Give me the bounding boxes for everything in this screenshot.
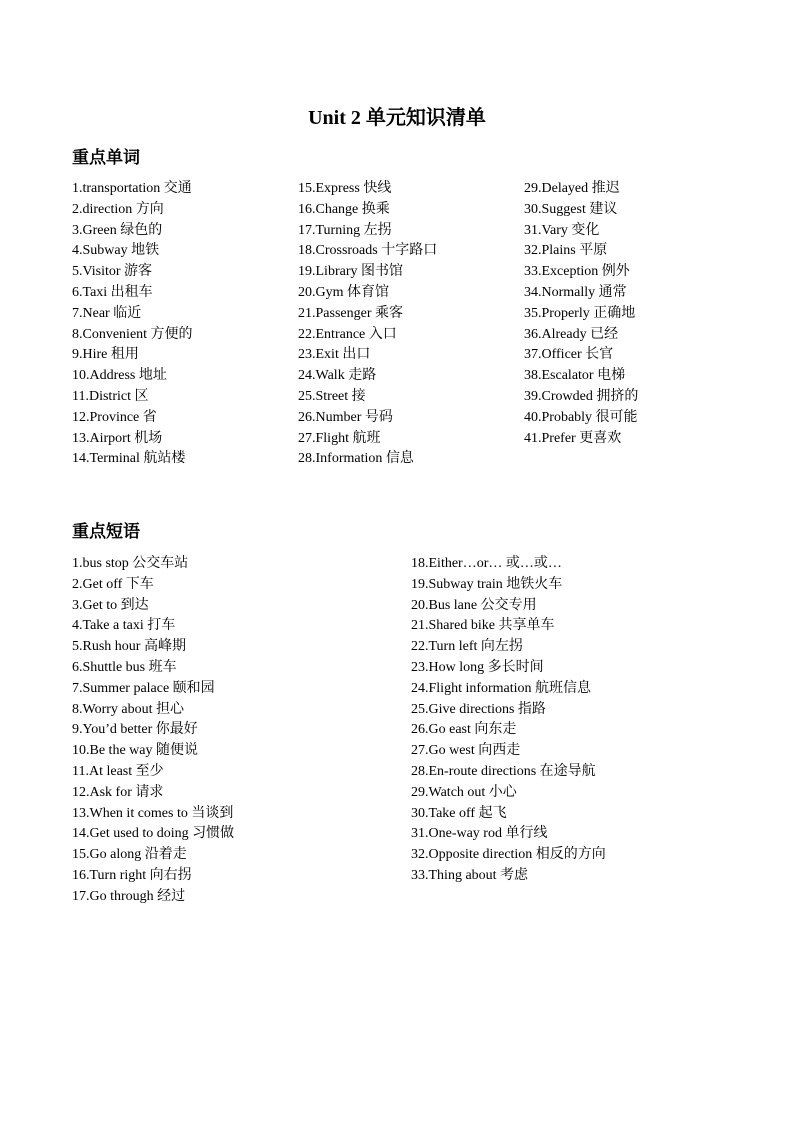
vocabulary-entry: 14.Terminal 航站楼 bbox=[72, 451, 186, 467]
phrase-entry: 6.Shuttle bus 班车 bbox=[72, 659, 177, 675]
phrase-entry: 20.Bus lane 公交专用 bbox=[411, 597, 537, 613]
phrase-entry: 19.Subway train 地铁火车 bbox=[411, 576, 563, 592]
phrase-entry: 25.Give directions 指路 bbox=[411, 701, 546, 717]
phrase-entry: 16.Turn right 向右拐 bbox=[72, 867, 192, 883]
phrase-entry: 8.Worry about 担心 bbox=[72, 701, 185, 717]
vocabulary-entry: 24.Walk 走路 bbox=[298, 368, 377, 384]
vocabulary-entry: 35.Properly 正确地 bbox=[524, 305, 636, 321]
vocabulary-entry: 2.direction 方向 bbox=[72, 201, 164, 217]
vocabulary-entry: 33.Exception 例外 bbox=[524, 264, 630, 280]
vocabulary-entry: 38.Escalator 电梯 bbox=[524, 368, 626, 384]
phrase-entry: 21.Shared bike 共享单车 bbox=[411, 618, 555, 634]
vocabulary-entry: 26.Number 号码 bbox=[298, 409, 393, 425]
phrase-entry: 9.You’d better 你最好 bbox=[72, 722, 198, 738]
phrase-entry: 4.Take a taxi 打车 bbox=[72, 618, 176, 634]
vocabulary-entry: 37.Officer 长官 bbox=[524, 347, 614, 363]
vocabulary-entry: 7.Near 临近 bbox=[72, 305, 142, 321]
vocabulary-entry: 13.Airport 机场 bbox=[72, 430, 163, 446]
phrases-column-1 bbox=[72, 554, 234, 908]
phrase-entry: 15.Go along 沿着走 bbox=[72, 847, 187, 863]
vocabulary-entry: 17.Turning 左拐 bbox=[298, 222, 392, 238]
phrase-entry: 3.Get to 到达 bbox=[72, 597, 149, 613]
vocabulary-entry: 20.Gym 体育馆 bbox=[298, 284, 389, 300]
phrase-entry: 12.Ask for 请求 bbox=[72, 784, 164, 800]
vocabulary-column-1 bbox=[72, 179, 193, 470]
phrase-entry: 5.Rush hour 高峰期 bbox=[72, 639, 186, 655]
phrase-entry: 1.bus stop 公交车站 bbox=[72, 556, 189, 571]
vocabulary-entry: 1.transportation 交通 bbox=[72, 181, 192, 196]
phrase-entry: 23.How long 多长时间 bbox=[411, 659, 544, 675]
phrases-heading: 重点短语 bbox=[72, 522, 140, 541]
phrase-entry: 32.Opposite direction 相反的方向 bbox=[411, 847, 606, 863]
vocabulary-column-3 bbox=[524, 179, 638, 449]
vocabulary-list bbox=[72, 179, 712, 479]
vocabulary-entry: 34.Normally 通常 bbox=[524, 284, 627, 300]
vocabulary-entry: 15.Express 快线 bbox=[298, 181, 392, 196]
vocabulary-entry: 23.Exit 出口 bbox=[298, 347, 371, 363]
vocabulary-entry: 36.Already 已经 bbox=[524, 326, 619, 342]
phrase-entry: 2.Get off 下车 bbox=[72, 576, 154, 592]
vocabulary-entry: 8.Convenient 方便的 bbox=[72, 326, 193, 342]
vocabulary-entry: 11.District 区 bbox=[72, 388, 149, 404]
vocabulary-entry: 18.Crossroads 十字路口 bbox=[298, 243, 438, 259]
vocabulary-entry: 4.Subway 地铁 bbox=[72, 243, 160, 259]
phrase-entry: 27.Go west 向西走 bbox=[411, 743, 521, 759]
vocabulary-entry: 3.Green 绿色的 bbox=[72, 222, 163, 238]
phrase-entry: 33.Thing about 考虑 bbox=[411, 867, 529, 883]
phrases-column-2 bbox=[411, 554, 606, 887]
vocabulary-entry: 10.Address 地址 bbox=[72, 368, 167, 384]
phrase-entry: 14.Get used to doing 习惯做 bbox=[72, 826, 235, 842]
vocabulary-entry: 31.Vary 变化 bbox=[524, 222, 600, 238]
phrase-entry: 13.When it comes to 当谈到 bbox=[72, 805, 234, 821]
phrase-entry: 10.Be the way 随便说 bbox=[72, 743, 198, 759]
vocabulary-entry: 6.Taxi 出租车 bbox=[72, 284, 153, 300]
phrase-entry: 17.Go through 经过 bbox=[72, 888, 186, 904]
vocabulary-column-2 bbox=[298, 179, 437, 470]
vocabulary-entry: 21.Passenger 乘客 bbox=[298, 305, 403, 321]
phrase-entry: 11.At least 至少 bbox=[72, 763, 164, 779]
vocabulary-entry: 41.Prefer 更喜欢 bbox=[524, 430, 622, 446]
vocabulary-entry: 29.Delayed 推迟 bbox=[524, 181, 620, 196]
vocabulary-heading: 重点单词 bbox=[72, 148, 140, 167]
phrase-entry: 18.Either…or… 或…或… bbox=[411, 556, 562, 571]
phrases-list bbox=[72, 554, 712, 914]
phrase-entry: 29.Watch out 小心 bbox=[411, 784, 517, 800]
phrase-entry: 30.Take off 起飞 bbox=[411, 805, 507, 821]
vocabulary-entry: 28.Information 信息 bbox=[298, 451, 414, 467]
vocabulary-entry: 27.Flight 航班 bbox=[298, 430, 381, 446]
phrase-entry: 7.Summer palace 颐和园 bbox=[72, 680, 215, 696]
phrase-entry: 22.Turn left 向左拐 bbox=[411, 639, 523, 655]
vocabulary-entry: 22.Entrance 入口 bbox=[298, 326, 397, 342]
vocabulary-entry: 39.Crowded 拥挤的 bbox=[524, 388, 639, 404]
vocabulary-entry: 25.Street 接 bbox=[298, 388, 366, 404]
phrase-entry: 24.Flight information 航班信息 bbox=[411, 680, 592, 696]
vocabulary-entry: 16.Change 换乘 bbox=[298, 201, 390, 217]
vocabulary-entry: 12.Province 省 bbox=[72, 409, 157, 425]
phrase-entry: 31.One-way rod 单行线 bbox=[411, 826, 548, 842]
vocabulary-entry: 9.Hire 租用 bbox=[72, 347, 139, 363]
vocabulary-entry: 5.Visitor 游客 bbox=[72, 264, 153, 280]
page-title: Unit 2 单元知识清单 bbox=[308, 107, 486, 129]
vocabulary-entry: 32.Plains 平原 bbox=[524, 243, 608, 259]
phrase-entry: 26.Go east 向东走 bbox=[411, 722, 517, 738]
vocabulary-entry: 30.Suggest 建议 bbox=[524, 201, 618, 217]
vocabulary-entry: 19.Library 图书馆 bbox=[298, 264, 403, 280]
vocabulary-entry: 40.Probably 很可能 bbox=[524, 409, 638, 425]
phrase-entry: 28.En-route directions 在途导航 bbox=[411, 763, 596, 779]
